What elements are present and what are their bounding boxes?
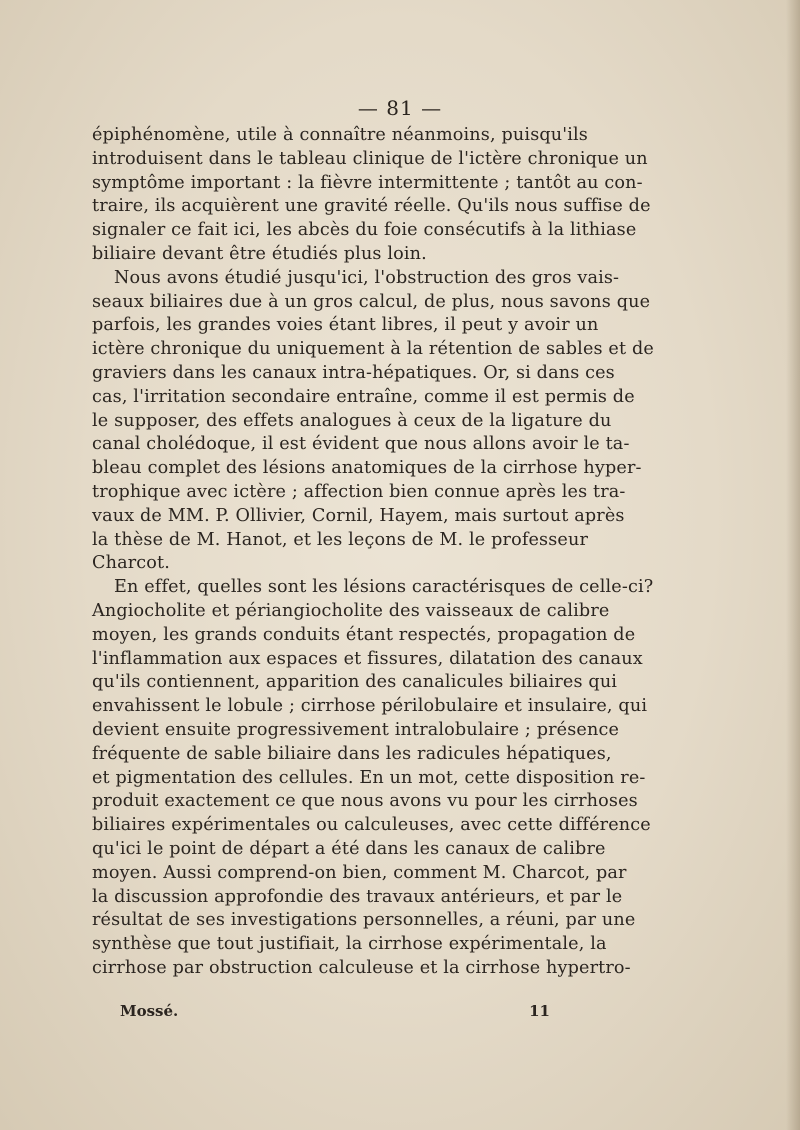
text-line: la thèse de M. Hanot, et les leçons de M. le professeur xyxy=(92,529,588,550)
text-line: l'inflammation aux espaces et fissures, dilatation des canaux xyxy=(92,648,643,669)
text-line: épiphénomène, utile à connaître néanmoins, puisqu'ils xyxy=(92,125,588,145)
text-line: moyen. Aussi comprend-on bien, comment M. Charcot, par xyxy=(92,862,627,883)
text-line: graviers dans les canaux intra-hépatiques. Or, si dans ces xyxy=(92,362,615,383)
text-line: Angiocholite et périangiocholite des vaisseaux de calibre xyxy=(92,600,610,621)
text-line: parfois, les grandes voies étant libres, il peut y avoir un xyxy=(92,315,599,336)
text-line: trophique avec ictère ; affection bien connue après les tra- xyxy=(92,481,626,502)
text-line: seaux biliaires due à un gros calcul, de plus, nous savons que xyxy=(92,291,651,312)
text-line: canal cholédoque, il est évident que nous allons avoir le ta- xyxy=(92,434,630,455)
text-line: devient ensuite progressivement intralobulaire ; présence xyxy=(92,719,620,740)
text-line: symptôme important : la fièvre intermittente ; tantôt au con- xyxy=(92,172,643,193)
text-line: En effet, quelles sont les lésions caractérisques de celle-ci? xyxy=(114,577,654,598)
text-line: fréquente de sable biliaire dans les radicules hépatiques, xyxy=(92,743,612,764)
text-line: bleau complet des lésions anatomiques de la cirrhose hyper- xyxy=(92,458,642,479)
body-text xyxy=(92,124,654,981)
page-edge-shadow xyxy=(786,0,800,1130)
text-line: cirrhose par obstruction calculeuse et la cirrhose hypertro- xyxy=(92,957,631,978)
text-line: biliaire devant être étudiés plus loin. xyxy=(92,243,427,264)
text-line: Charcot. xyxy=(92,553,171,574)
text-line: qu'ils contiennent, apparition des canalicules biliaires qui xyxy=(92,672,618,693)
text-line: vaux de MM. P. Ollivier, Cornil, Hayem, mais surtout après xyxy=(92,505,625,526)
text-line: et pigmentation des cellules. En un mot, cette disposition re- xyxy=(92,767,646,788)
footer-author: Mossé. xyxy=(120,1002,179,1020)
text-line: résultat de ses investigations personnelles, a réuni, par une xyxy=(92,910,636,931)
text-line: envahissent le lobule ; cirrhose périlobulaire et insulaire, qui xyxy=(92,696,648,717)
text-line: le supposer, des effets analogues à ceux de la ligature du xyxy=(92,410,612,431)
footer-signature-mark: 11 xyxy=(529,1002,550,1020)
text-line: moyen, les grands conduits étant respectés, propagation de xyxy=(92,624,636,645)
text-line: introduisent dans le tableau clinique de l'ictère chronique un xyxy=(92,148,648,169)
text-line: qu'ici le point de départ a été dans les canaux de calibre xyxy=(92,838,606,859)
text-line: cas, l'irritation secondaire entraîne, comme il est permis de xyxy=(92,386,635,407)
text-line: signaler ce fait ici, les abcès du foie consécutifs à la lithiase xyxy=(92,220,637,241)
text-line: Nous avons étudié jusqu'ici, l'obstruction des gros vais- xyxy=(114,267,620,288)
text-line: la discussion approfondie des travaux antérieurs, et par le xyxy=(92,886,623,907)
text-line: produit exactement ce que nous avons vu pour les cirrhoses xyxy=(92,791,638,812)
page-number: — 81 — xyxy=(357,96,443,120)
text-line: biliaires expérimentales ou calculeuses, avec cette différence xyxy=(92,815,651,836)
text-line: ictère chronique du uniquement à la rétention de sables et de xyxy=(92,339,654,360)
text-line: synthèse que tout justifiait, la cirrhose expérimentale, la xyxy=(92,934,607,955)
text-line: traire, ils acquièrent une gravité réelle. Qu'ils nous suffise de xyxy=(92,196,651,217)
